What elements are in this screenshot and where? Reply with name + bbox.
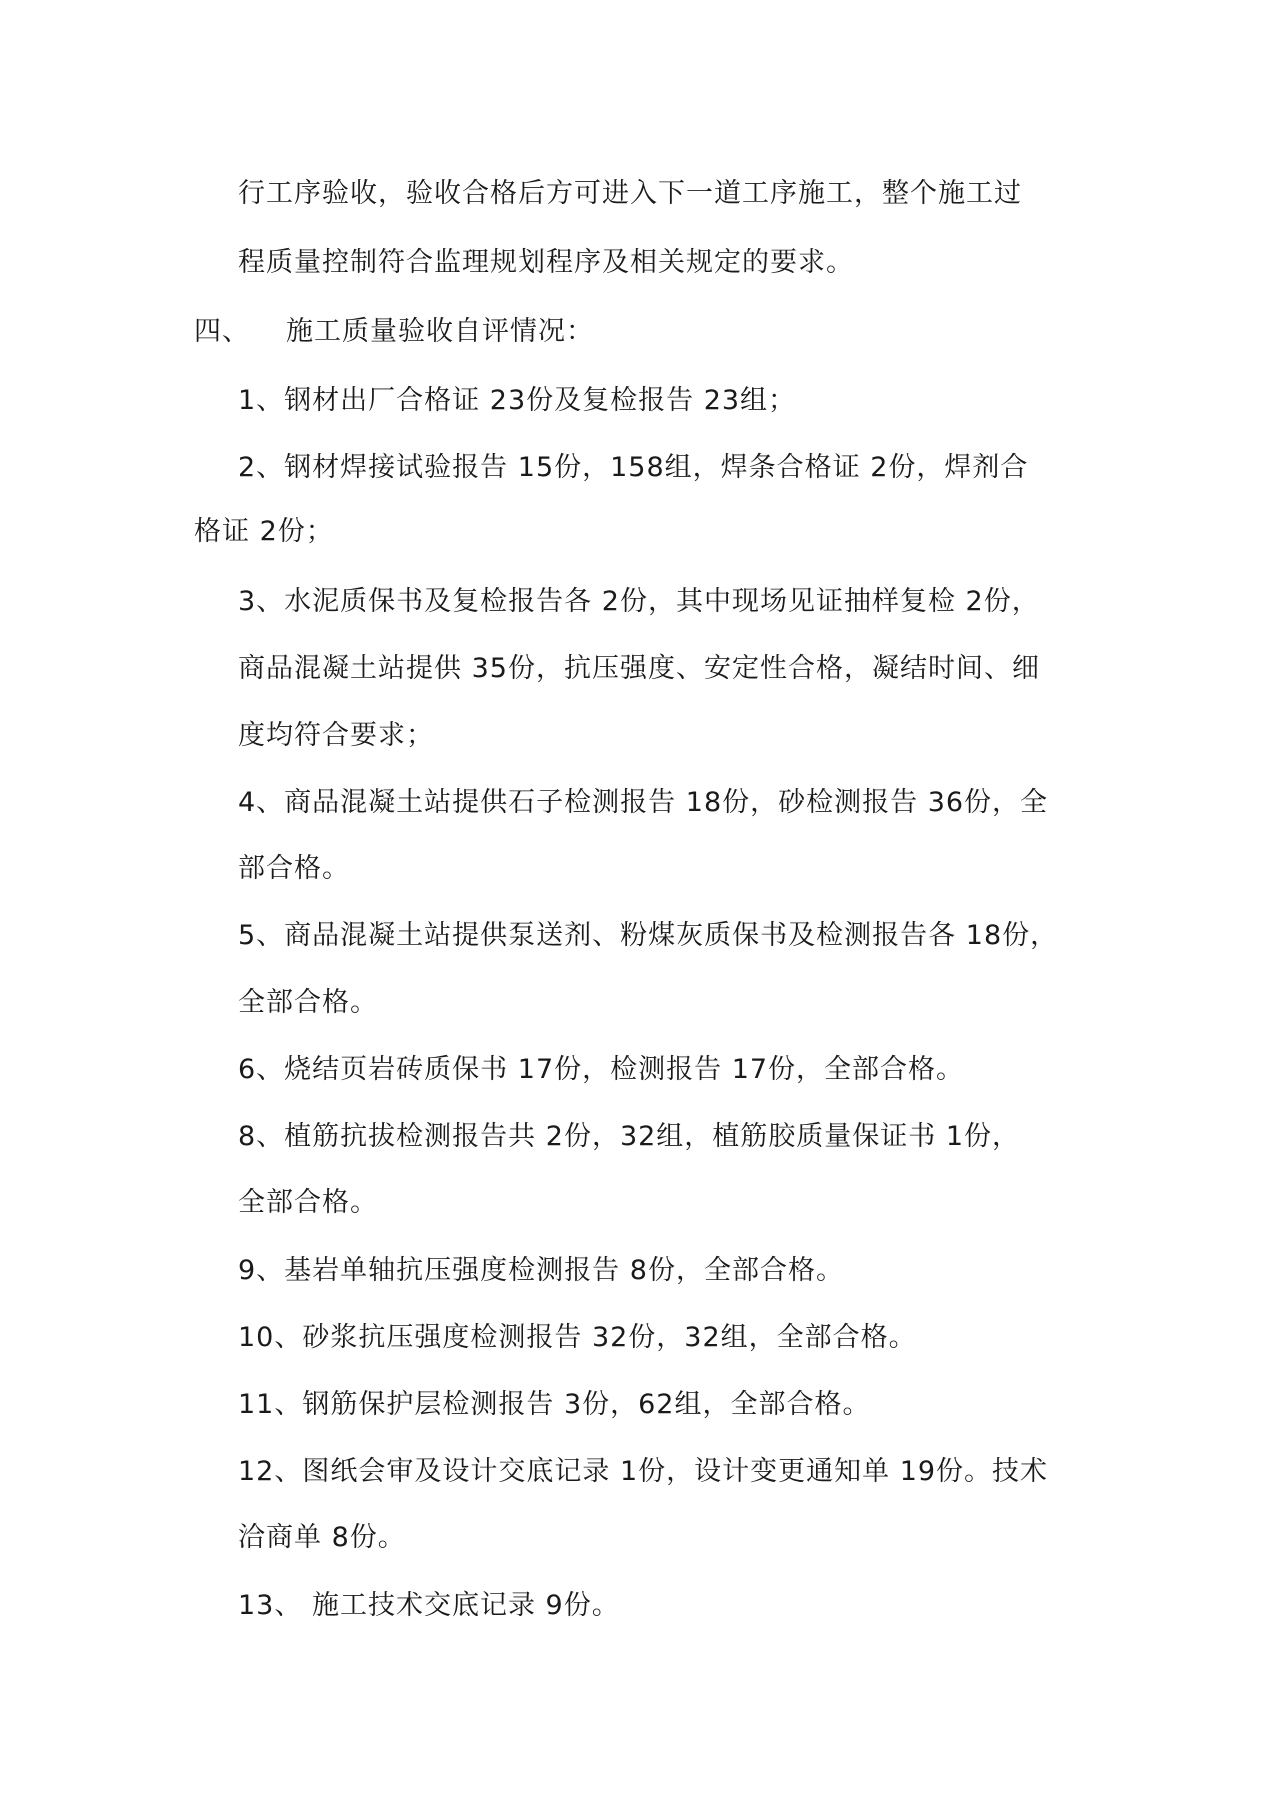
list-item-8: 8、植筋抗拔检测报告共 2份，32组，植筋胶质量保证书 1份，	[238, 1121, 1021, 1152]
list-item-5-cont: 全部合格。	[238, 987, 378, 1018]
list-item-12: 12、图纸会审及设计交底记录 1份，设计变更通知单 19份。技术	[238, 1456, 1049, 1487]
list-item-3-cont-1: 商品混凝土站提供 35份，抗压强度、安定性合格，凝结时间、细	[238, 653, 1040, 684]
section-heading	[194, 314, 594, 350]
section-heading-number: 四、	[194, 316, 250, 347]
list-item-13: 13、 施工技术交底记录 9份。	[238, 1590, 620, 1621]
intro-line-2: 程质量控制符合监理规划程序及相关规定的要求。	[238, 247, 854, 278]
section-heading-title: 施工质量验收自评情况：	[286, 316, 594, 347]
list-item-12-cont: 洽商单 8份。	[238, 1522, 406, 1553]
list-item-3-cont-2: 度均符合要求；	[238, 720, 434, 751]
list-item-11: 11、钢筋保护层检测报告 3份，62组，全部合格。	[238, 1389, 871, 1420]
list-item-1: 1、钢材出厂合格证 23份及复检报告 23组；	[238, 385, 797, 416]
list-item-4: 4、商品混凝土站提供石子检测报告 18份，砂检测报告 36份，全	[238, 787, 1049, 818]
intro-line-1: 行工序验收，验收合格后方可进入下一道工序施工，整个施工过	[238, 178, 1022, 209]
list-item-9: 9、基岩单轴抗压强度检测报告 8份，全部合格。	[238, 1255, 844, 1286]
list-item-3: 3、水泥质保书及复检报告各 2份，其中现场见证抽样复检 2份，	[238, 586, 1040, 617]
list-item-6: 6、烧结页岩砖质保书 17份，检测报告 17份，全部合格。	[238, 1054, 965, 1085]
list-item-10: 10、砂浆抗压强度检测报告 32份，32组，全部合格。	[238, 1322, 917, 1353]
list-item-5: 5、商品混凝土站提供泵送剂、粉煤灰质保书及检测报告各 18份，	[238, 920, 1059, 951]
list-item-4-cont: 部合格。	[238, 853, 350, 884]
list-item-8-cont: 全部合格。	[238, 1187, 378, 1218]
list-item-2-cont: 格证 2份；	[194, 516, 334, 547]
list-item-2: 2、钢材焊接试验报告 15份，158组，焊条合格证 2份，焊剂合	[238, 452, 1029, 483]
